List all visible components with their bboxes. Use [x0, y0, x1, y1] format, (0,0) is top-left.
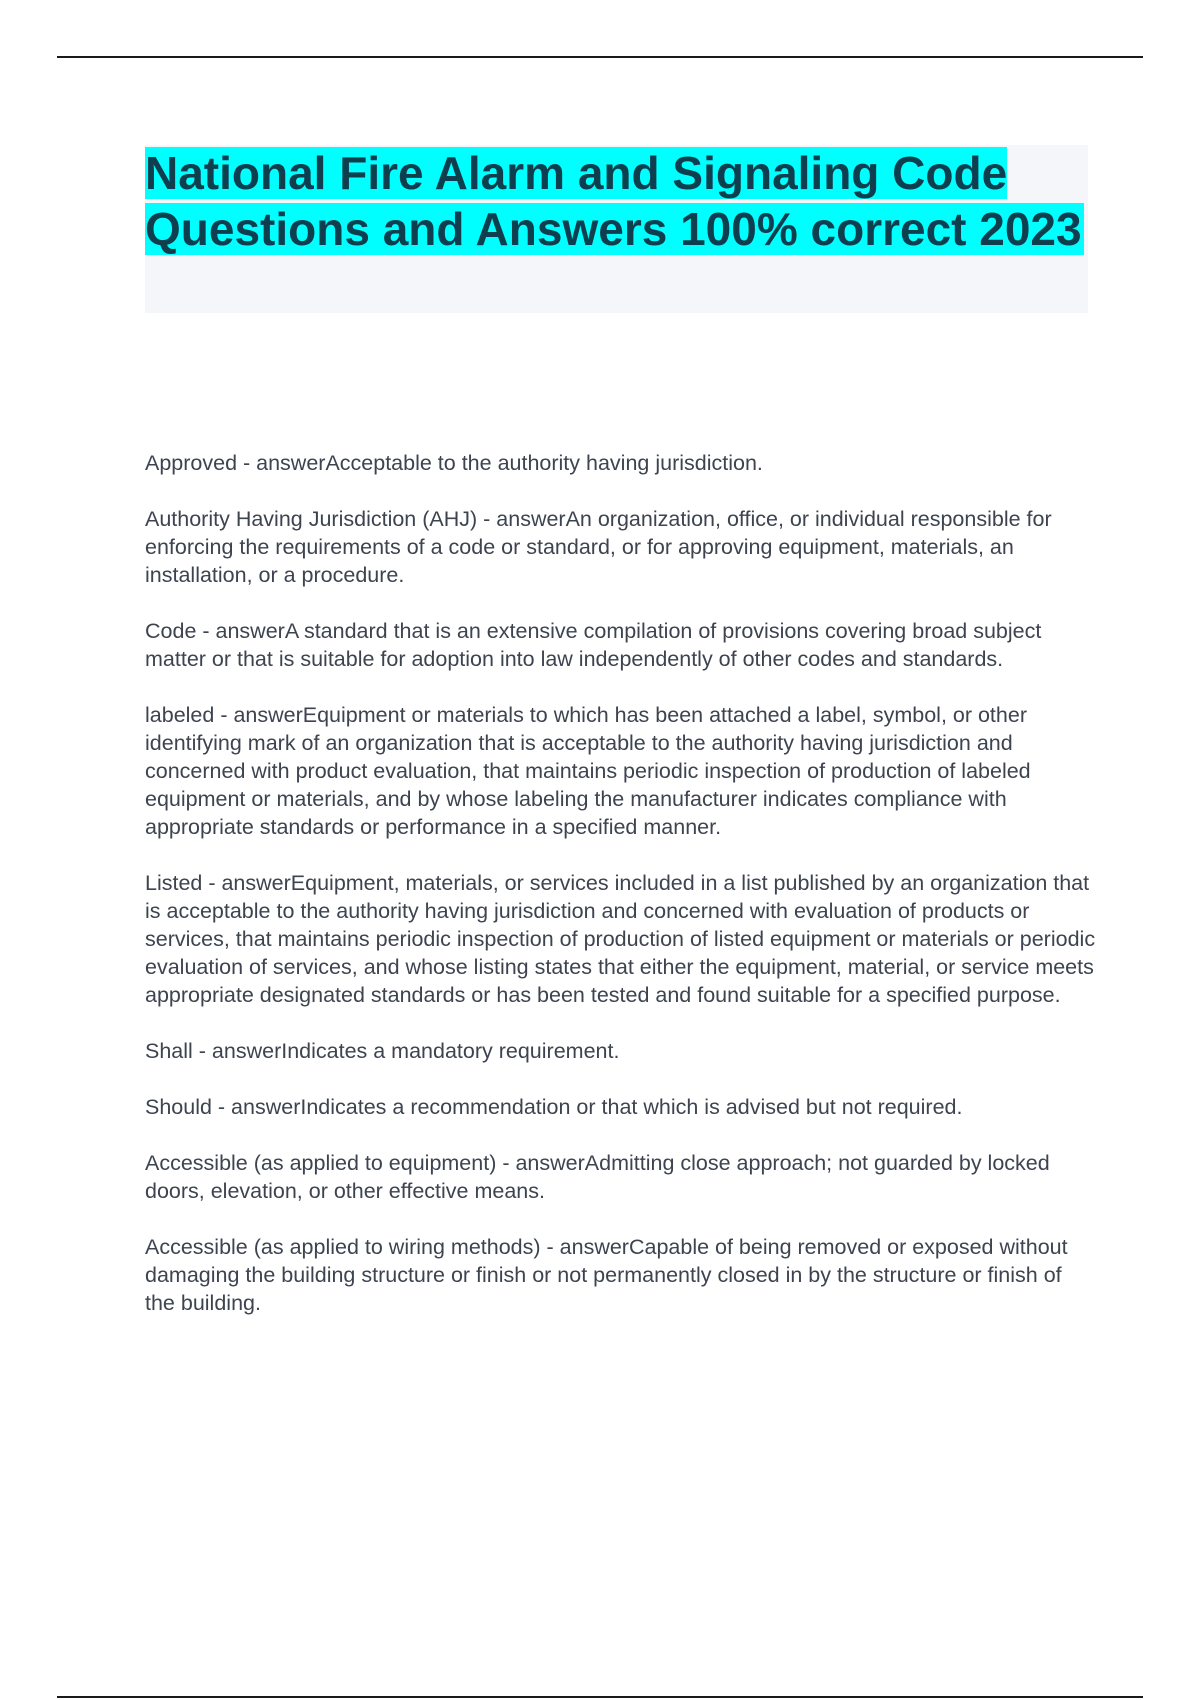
title-highlight: National Fire Alarm and Signaling Code Questions and Answers 100% correct 2023	[145, 147, 1082, 255]
title-block	[145, 145, 1088, 313]
top-rule	[57, 56, 1143, 58]
qa-entry-listed: Listed - answerEquipment, materials, or services included in a list published by an organization that is acceptable to the authority having jurisdiction and concerned with evaluation of products or services, that maintains periodic inspection of production of listed equipment or materials or periodic evaluation of services, and whose listing states that either the equipment, material, or service meets appropriate designated standards or has been tested and found suitable for a specified purpose.	[145, 871, 1096, 1007]
qa-entry-shall: Shall - answerIndicates a mandatory requirement.	[145, 1039, 620, 1063]
qa-entry-labeled: labeled - answerEquipment or materials to which has been attached a label, symbol, or other identifying mark of an organization that is acceptable to the authority having jurisdiction and concerned with product evaluation, that maintains periodic inspection of production of labeled equipment or materials, and by whose labeling the manufacturer indicates compliance with appropriate standards or performance in a specified manner.	[145, 703, 1031, 839]
qa-list	[145, 449, 1097, 1345]
qa-entry-should: Should - answerIndicates a recommendation or that which is advised but not required.	[145, 1095, 963, 1119]
qa-entry-ahj: Authority Having Jurisdiction (AHJ) - answerAn organization, office, or individual responsible for enforcing the requirements of a code or standard, or for approving equipment, materials, an installation, or a procedure.	[145, 507, 1052, 587]
qa-entry-approved: Approved - answerAcceptable to the authority having jurisdiction.	[145, 451, 763, 475]
qa-entry-accessible-equipment: Accessible (as applied to equipment) - answerAdmitting close approach; not guarded by locked doors, elevation, or other effective means.	[145, 1151, 1050, 1203]
qa-entry-code: Code - answerA standard that is an extensive compilation of provisions covering broad subject matter or that is suitable for adoption into law independently of other codes and standards.	[145, 619, 1042, 671]
qa-entry-accessible-wiring: Accessible (as applied to wiring methods) - answerCapable of being removed or exposed without damaging the building structure or finish or not permanently closed in by the structure or finish of the building.	[145, 1235, 1068, 1315]
bottom-rule	[57, 1696, 1143, 1698]
document-title	[145, 145, 1085, 257]
